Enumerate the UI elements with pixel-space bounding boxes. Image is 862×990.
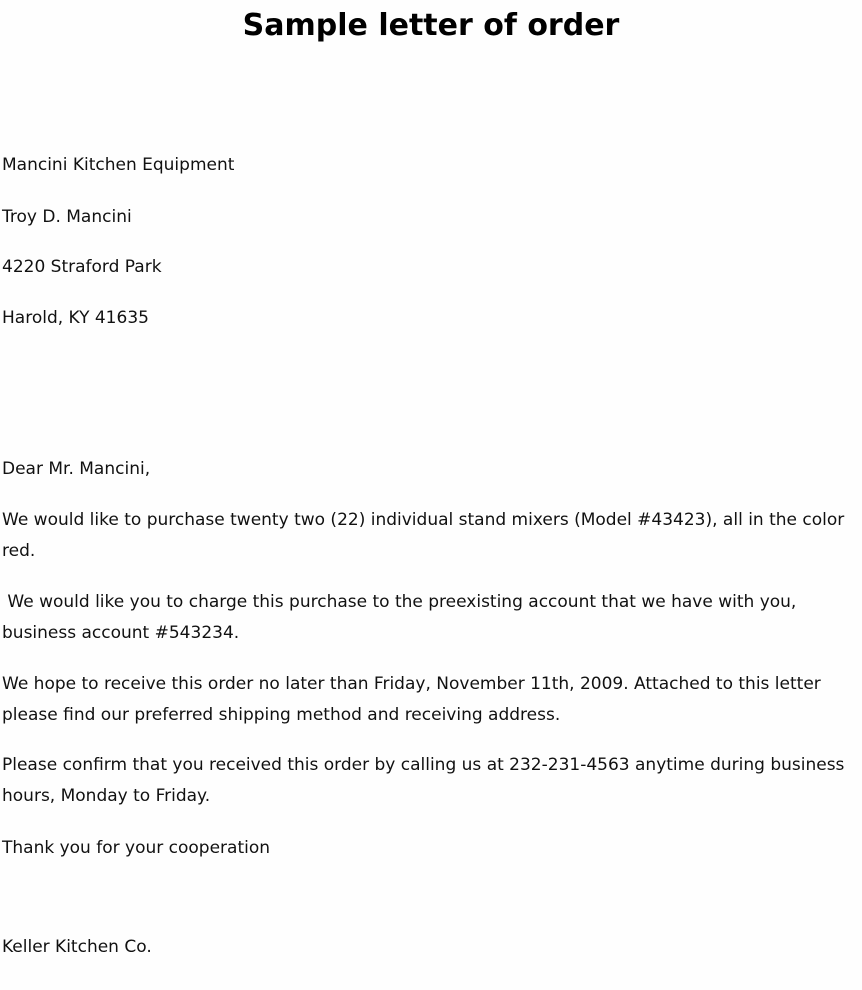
recipient-name: Troy D. Mancini	[2, 207, 132, 227]
signature: Keller Kitchen Co.	[2, 937, 152, 957]
salutation: Dear Mr. Mancini,	[2, 459, 151, 479]
body-paragraph: Please confirm that you received this order by calling us at 232-231-4563 anytime during business hours, Monday to Friday.	[2, 755, 845, 806]
body-paragraph: We would like to purchase twenty two (22) individual stand mixers (Model #43423), all in the color red.	[2, 510, 845, 561]
recipient-city-state-zip: Harold, KY 41635	[2, 308, 149, 328]
recipient-street: 4220 Straford Park	[2, 257, 162, 277]
body-paragraph: We hope to receive this order no later than Friday, November 11th, 2009. Attached to this letter please find our preferred shipping method and receiving address.	[2, 674, 821, 725]
body-paragraph: We would like you to charge this purchase to the preexisting account that we have with you, business account #543234.	[2, 592, 802, 643]
page-title: Sample letter of order	[242, 8, 620, 43]
recipient-company: Mancini Kitchen Equipment	[2, 155, 235, 175]
closing: Thank you for your cooperation	[2, 838, 271, 858]
